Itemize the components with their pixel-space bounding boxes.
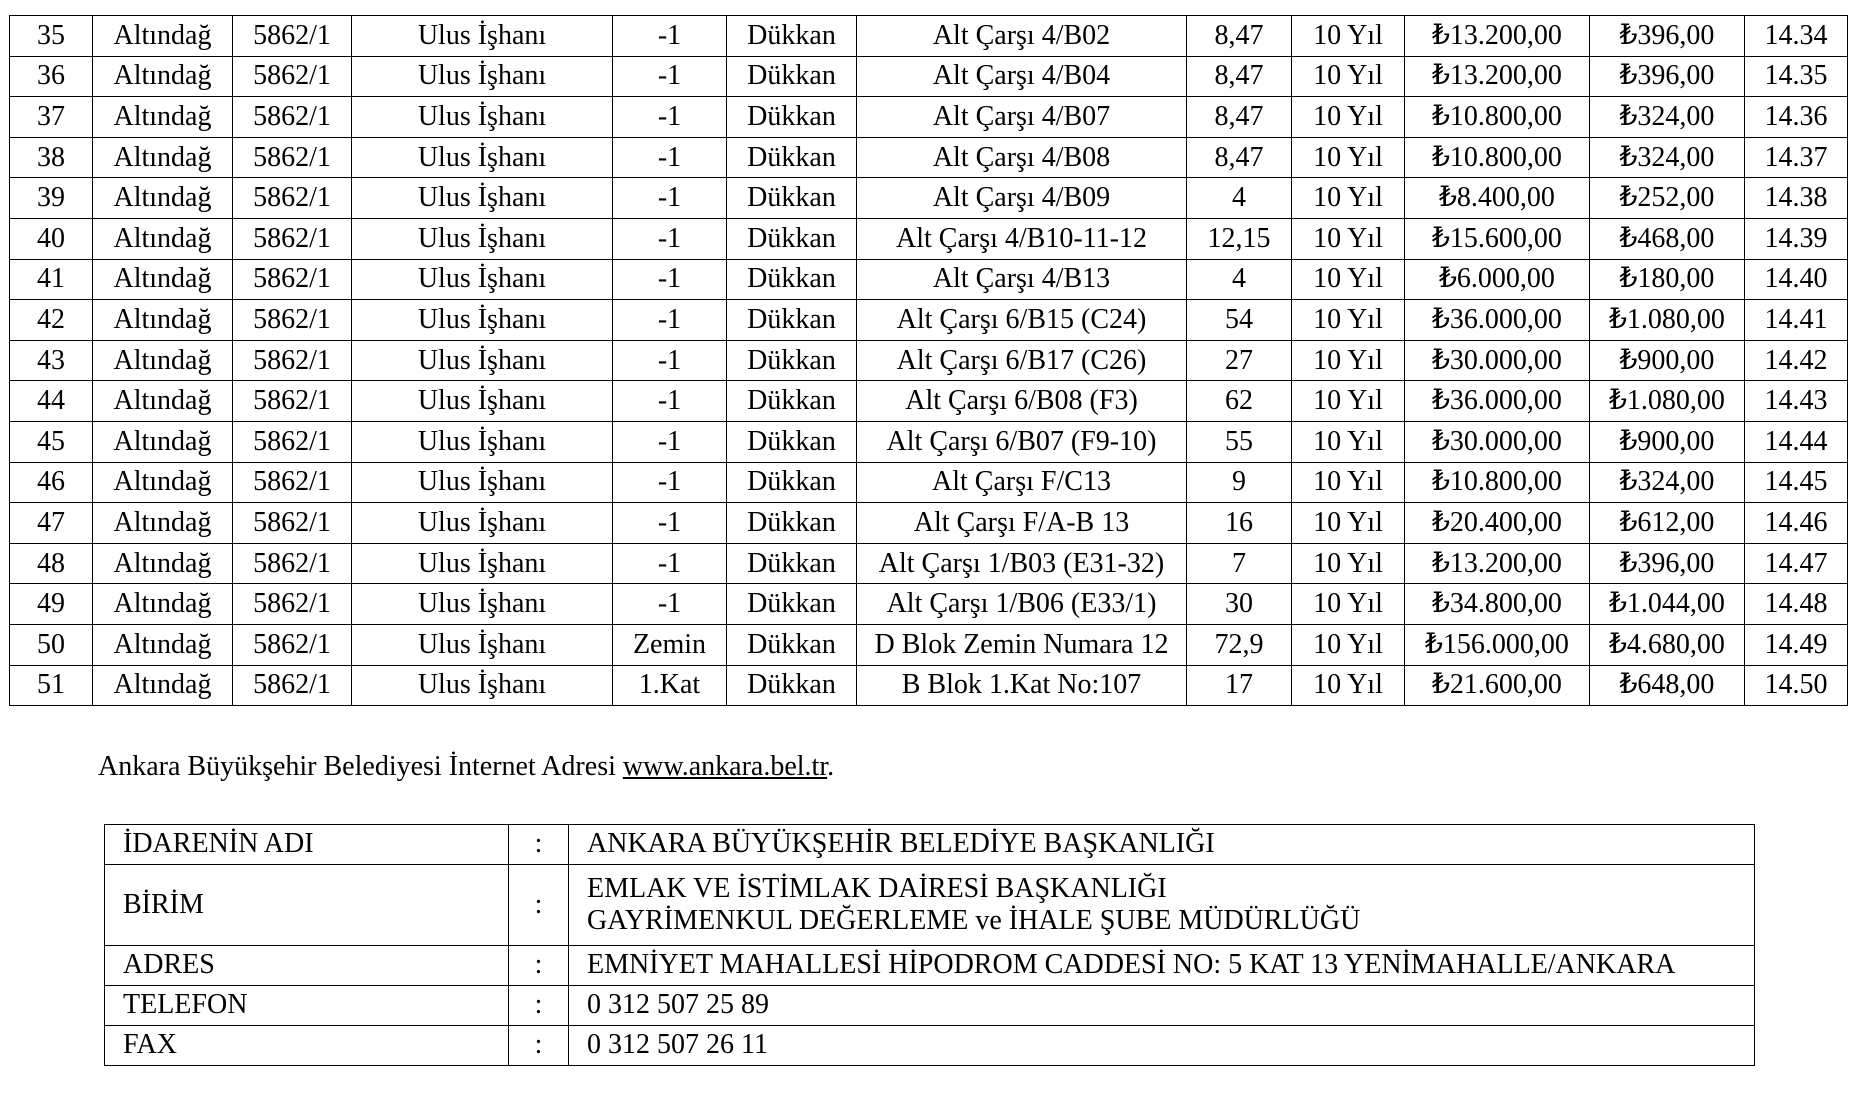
table-row <box>10 421 1848 462</box>
cell-bolum-adresi: Alt Çarşı 4/B13 <box>857 259 1187 300</box>
table-row <box>10 584 1848 625</box>
cell-cinsi: Dükkan <box>727 584 857 625</box>
cell-ihale-saati: 14.41 <box>1745 300 1848 341</box>
cell-ihale-saati: 14.36 <box>1745 97 1848 138</box>
cell-bolum-adresi: B Blok 1.Kat No:107 <box>857 665 1187 706</box>
cell-kira-suresi: 10 Yıl <box>1292 584 1405 625</box>
cell-yapi-adi: Ulus İşhanı <box>352 584 613 625</box>
cell-cinsi: Dükkan <box>727 300 857 341</box>
cell-cinsi: Dükkan <box>727 503 857 544</box>
cell-gecici-teminat: ₺396,00 <box>1590 16 1745 57</box>
cell-ada-parsel: 5862/1 <box>233 462 352 503</box>
cell-ada-parsel: 5862/1 <box>233 381 352 422</box>
cell-alan-m2: 62 <box>1187 381 1292 422</box>
cell-ada-parsel: 5862/1 <box>233 624 352 665</box>
cell-bolum-adresi: Alt Çarşı 6/B17 (C26) <box>857 340 1187 381</box>
cell-yapi-adi: Ulus İşhanı <box>352 259 613 300</box>
cell-ada-parsel: 5862/1 <box>233 16 352 57</box>
cell-bolum-adresi: Alt Çarşı F/A-B 13 <box>857 503 1187 544</box>
cell-yapi-adi: Ulus İşhanı <box>352 462 613 503</box>
cell-alan-m2: 16 <box>1187 503 1292 544</box>
contact-separator: : <box>509 1026 569 1066</box>
table-row <box>10 300 1848 341</box>
cell-bolum-adresi: Alt Çarşı 4/B04 <box>857 56 1187 97</box>
table-row <box>10 218 1848 259</box>
cell-ada-parsel: 5862/1 <box>233 665 352 706</box>
cell-kat: -1 <box>613 462 727 503</box>
cell-muhammen-bedel: ₺13.200,00 <box>1405 543 1590 584</box>
cell-sira-no: 51 <box>10 665 93 706</box>
cell-kat: -1 <box>613 178 727 219</box>
cell-alan-m2: 12,15 <box>1187 218 1292 259</box>
cell-kat: -1 <box>613 543 727 584</box>
cell-kira-suresi: 10 Yıl <box>1292 381 1405 422</box>
cell-cinsi: Dükkan <box>727 421 857 462</box>
cell-alan-m2: 7 <box>1187 543 1292 584</box>
cell-bolum-adresi: Alt Çarşı F/C13 <box>857 462 1187 503</box>
cell-alan-m2: 4 <box>1187 178 1292 219</box>
cell-kat: -1 <box>613 421 727 462</box>
cell-yapi-adi: Ulus İşhanı <box>352 56 613 97</box>
cell-ihale-saati: 14.35 <box>1745 56 1848 97</box>
table-row <box>10 665 1848 706</box>
cell-ihale-saati: 14.40 <box>1745 259 1848 300</box>
cell-sira-no: 50 <box>10 624 93 665</box>
cell-ilce: Altındağ <box>93 462 233 503</box>
cell-ada-parsel: 5862/1 <box>233 421 352 462</box>
cell-gecici-teminat: ₺396,00 <box>1590 56 1745 97</box>
cell-sira-no: 44 <box>10 381 93 422</box>
cell-sira-no: 43 <box>10 340 93 381</box>
table-row <box>10 340 1848 381</box>
cell-kira-suresi: 10 Yıl <box>1292 340 1405 381</box>
contact-value-line: EMLAK VE İSTİMLAK DAİRESİ BAŞKANLIĞI <box>587 872 1167 904</box>
cell-yapi-adi: Ulus İşhanı <box>352 665 613 706</box>
table-row <box>10 97 1848 138</box>
cell-sira-no: 49 <box>10 584 93 625</box>
cell-kat: -1 <box>613 16 727 57</box>
cell-ihale-saati: 14.37 <box>1745 137 1848 178</box>
cell-alan-m2: 8,47 <box>1187 97 1292 138</box>
contact-value <box>569 1026 1755 1066</box>
cell-kat: -1 <box>613 300 727 341</box>
cell-ada-parsel: 5862/1 <box>233 503 352 544</box>
cell-gecici-teminat: ₺324,00 <box>1590 137 1745 178</box>
cell-kat: -1 <box>613 137 727 178</box>
cell-ada-parsel: 5862/1 <box>233 56 352 97</box>
cell-ilce: Altındağ <box>93 381 233 422</box>
cell-bolum-adresi: Alt Çarşı 4/B08 <box>857 137 1187 178</box>
cell-ada-parsel: 5862/1 <box>233 97 352 138</box>
cell-ilce: Altındağ <box>93 259 233 300</box>
cell-kira-suresi: 10 Yıl <box>1292 300 1405 341</box>
table-row <box>10 462 1848 503</box>
cell-sira-no: 45 <box>10 421 93 462</box>
contact-value <box>569 865 1755 946</box>
table-row <box>10 16 1848 57</box>
cell-kira-suresi: 10 Yıl <box>1292 16 1405 57</box>
contact-label: TELEFON <box>105 986 509 1026</box>
cell-bolum-adresi: Alt Çarşı 4/B07 <box>857 97 1187 138</box>
contact-value <box>569 946 1755 986</box>
cell-ada-parsel: 5862/1 <box>233 137 352 178</box>
cell-cinsi: Dükkan <box>727 381 857 422</box>
cell-bolum-adresi: Alt Çarşı 1/B03 (E31-32) <box>857 543 1187 584</box>
listing-body <box>10 16 1848 706</box>
cell-ihale-saati: 14.50 <box>1745 665 1848 706</box>
cell-bolum-adresi: Alt Çarşı 6/B07 (F9-10) <box>857 421 1187 462</box>
cell-muhammen-bedel: ₺6.000,00 <box>1405 259 1590 300</box>
contact-separator: : <box>509 946 569 986</box>
website-prefix: Ankara Büyükşehir Belediyesi İnternet Adresi <box>98 751 623 782</box>
cell-kat: -1 <box>613 56 727 97</box>
cell-ilce: Altındağ <box>93 421 233 462</box>
cell-gecici-teminat: ₺324,00 <box>1590 97 1745 138</box>
cell-ilce: Altındağ <box>93 503 233 544</box>
cell-sira-no: 38 <box>10 137 93 178</box>
cell-kira-suresi: 10 Yıl <box>1292 218 1405 259</box>
cell-alan-m2: 72,9 <box>1187 624 1292 665</box>
cell-ihale-saati: 14.39 <box>1745 218 1848 259</box>
cell-ilce: Altındağ <box>93 137 233 178</box>
cell-sira-no: 35 <box>10 16 93 57</box>
cell-ada-parsel: 5862/1 <box>233 543 352 584</box>
contact-row <box>105 986 1755 1026</box>
table-row <box>10 259 1848 300</box>
table-row <box>10 137 1848 178</box>
cell-ada-parsel: 5862/1 <box>233 259 352 300</box>
cell-sira-no: 41 <box>10 259 93 300</box>
contact-value-line: GAYRİMENKUL DEĞERLEME ve İHALE ŞUBE MÜDÜRLÜĞÜ <box>587 905 1361 936</box>
cell-yapi-adi: Ulus İşhanı <box>352 300 613 341</box>
cell-cinsi: Dükkan <box>727 259 857 300</box>
cell-ilce: Altındağ <box>93 584 233 625</box>
cell-ilce: Altındağ <box>93 340 233 381</box>
cell-ihale-saati: 14.43 <box>1745 381 1848 422</box>
cell-sira-no: 40 <box>10 218 93 259</box>
cell-kat: Zemin <box>613 624 727 665</box>
cell-muhammen-bedel: ₺36.000,00 <box>1405 381 1590 422</box>
cell-gecici-teminat: ₺648,00 <box>1590 665 1745 706</box>
cell-muhammen-bedel: ₺10.800,00 <box>1405 137 1590 178</box>
contact-body <box>105 825 1755 1066</box>
contact-label: İDARENİN ADI <box>105 825 509 865</box>
cell-ihale-saati: 14.47 <box>1745 543 1848 584</box>
cell-ihale-saati: 14.42 <box>1745 340 1848 381</box>
cell-gecici-teminat: ₺252,00 <box>1590 178 1745 219</box>
table-row <box>10 503 1848 544</box>
cell-kat: -1 <box>613 340 727 381</box>
cell-gecici-teminat: ₺612,00 <box>1590 503 1745 544</box>
cell-kira-suresi: 10 Yıl <box>1292 462 1405 503</box>
cell-ihale-saati: 14.34 <box>1745 16 1848 57</box>
cell-yapi-adi: Ulus İşhanı <box>352 137 613 178</box>
table-row <box>10 178 1848 219</box>
website-link[interactable]: www.ankara.bel.tr <box>622 751 828 782</box>
contact-separator: : <box>509 865 569 946</box>
contact-value-line: 0 312 507 25 89 <box>587 989 769 1021</box>
cell-kat: -1 <box>613 97 727 138</box>
cell-gecici-teminat: ₺900,00 <box>1590 421 1745 462</box>
cell-kira-suresi: 10 Yıl <box>1292 543 1405 584</box>
cell-alan-m2: 8,47 <box>1187 137 1292 178</box>
cell-bolum-adresi: Alt Çarşı 4/B09 <box>857 178 1187 219</box>
cell-yapi-adi: Ulus İşhanı <box>352 340 613 381</box>
cell-kira-suresi: 10 Yıl <box>1292 665 1405 706</box>
cell-kira-suresi: 10 Yıl <box>1292 421 1405 462</box>
cell-ilce: Altındağ <box>93 97 233 138</box>
table-row <box>10 56 1848 97</box>
contact-value-line: 0 312 507 26 11 <box>587 1029 768 1061</box>
cell-alan-m2: 9 <box>1187 462 1292 503</box>
cell-ihale-saati: 14.48 <box>1745 584 1848 625</box>
cell-ihale-saati: 14.44 <box>1745 421 1848 462</box>
table-row <box>10 543 1848 584</box>
cell-sira-no: 46 <box>10 462 93 503</box>
cell-yapi-adi: Ulus İşhanı <box>352 218 613 259</box>
contact-row <box>105 825 1755 865</box>
cell-ilce: Altındağ <box>93 218 233 259</box>
cell-muhammen-bedel: ₺21.600,00 <box>1405 665 1590 706</box>
cell-ada-parsel: 5862/1 <box>233 300 352 341</box>
cell-kira-suresi: 10 Yıl <box>1292 503 1405 544</box>
cell-ilce: Altındağ <box>93 543 233 584</box>
cell-sira-no: 37 <box>10 97 93 138</box>
cell-cinsi: Dükkan <box>727 543 857 584</box>
contact-value-line: ANKARA BÜYÜKŞEHİR BELEDİYE BAŞKANLIĞI <box>587 828 1215 860</box>
cell-bolum-adresi: Alt Çarşı 1/B06 (E33/1) <box>857 584 1187 625</box>
cell-kat: -1 <box>613 503 727 544</box>
cell-ada-parsel: 5862/1 <box>233 340 352 381</box>
cell-cinsi: Dükkan <box>727 462 857 503</box>
cell-bolum-adresi: Alt Çarşı 4/B10-11-12 <box>857 218 1187 259</box>
cell-bolum-adresi: Alt Çarşı 4/B02 <box>857 16 1187 57</box>
cell-yapi-adi: Ulus İşhanı <box>352 178 613 219</box>
cell-muhammen-bedel: ₺156.000,00 <box>1405 624 1590 665</box>
contact-label: ADRES <box>105 946 509 986</box>
cell-alan-m2: 55 <box>1187 421 1292 462</box>
cell-ada-parsel: 5862/1 <box>233 584 352 625</box>
cell-muhammen-bedel: ₺30.000,00 <box>1405 340 1590 381</box>
cell-cinsi: Dükkan <box>727 137 857 178</box>
cell-kira-suresi: 10 Yıl <box>1292 56 1405 97</box>
cell-gecici-teminat: ₺396,00 <box>1590 543 1745 584</box>
cell-cinsi: Dükkan <box>727 178 857 219</box>
cell-alan-m2: 54 <box>1187 300 1292 341</box>
cell-alan-m2: 27 <box>1187 340 1292 381</box>
listing-table <box>9 15 1848 706</box>
contact-separator: : <box>509 825 569 865</box>
cell-ilce: Altındağ <box>93 300 233 341</box>
cell-muhammen-bedel: ₺13.200,00 <box>1405 56 1590 97</box>
cell-kira-suresi: 10 Yıl <box>1292 624 1405 665</box>
cell-ilce: Altındağ <box>93 624 233 665</box>
cell-ihale-saati: 14.38 <box>1745 178 1848 219</box>
cell-kat: -1 <box>613 259 727 300</box>
cell-muhammen-bedel: ₺34.800,00 <box>1405 584 1590 625</box>
cell-gecici-teminat: ₺900,00 <box>1590 340 1745 381</box>
cell-gecici-teminat: ₺1.080,00 <box>1590 300 1745 341</box>
cell-kat: -1 <box>613 584 727 625</box>
contact-table <box>104 824 1755 1066</box>
cell-ada-parsel: 5862/1 <box>233 178 352 219</box>
cell-alan-m2: 8,47 <box>1187 16 1292 57</box>
cell-cinsi: Dükkan <box>727 56 857 97</box>
contact-row <box>105 946 1755 986</box>
cell-ihale-saati: 14.46 <box>1745 503 1848 544</box>
cell-muhammen-bedel: ₺10.800,00 <box>1405 97 1590 138</box>
cell-sira-no: 48 <box>10 543 93 584</box>
cell-cinsi: Dükkan <box>727 97 857 138</box>
cell-bolum-adresi: Alt Çarşı 6/B08 (F3) <box>857 381 1187 422</box>
contact-separator: : <box>509 986 569 1026</box>
cell-ada-parsel: 5862/1 <box>233 218 352 259</box>
website-suffix: . <box>827 751 835 782</box>
cell-kira-suresi: 10 Yıl <box>1292 259 1405 300</box>
cell-muhammen-bedel: ₺8.400,00 <box>1405 178 1590 219</box>
cell-alan-m2: 17 <box>1187 665 1292 706</box>
cell-ihale-saati: 14.49 <box>1745 624 1848 665</box>
cell-sira-no: 36 <box>10 56 93 97</box>
cell-muhammen-bedel: ₺10.800,00 <box>1405 462 1590 503</box>
cell-yapi-adi: Ulus İşhanı <box>352 624 613 665</box>
cell-kira-suresi: 10 Yıl <box>1292 137 1405 178</box>
cell-gecici-teminat: ₺1.080,00 <box>1590 381 1745 422</box>
contact-value <box>569 825 1755 865</box>
cell-kat: -1 <box>613 218 727 259</box>
cell-muhammen-bedel: ₺36.000,00 <box>1405 300 1590 341</box>
cell-cinsi: Dükkan <box>727 665 857 706</box>
cell-yapi-adi: Ulus İşhanı <box>352 421 613 462</box>
cell-ilce: Altındağ <box>93 665 233 706</box>
cell-gecici-teminat: ₺468,00 <box>1590 218 1745 259</box>
cell-bolum-adresi: Alt Çarşı 6/B15 (C24) <box>857 300 1187 341</box>
cell-cinsi: Dükkan <box>727 16 857 57</box>
cell-yapi-adi: Ulus İşhanı <box>352 543 613 584</box>
cell-ilce: Altındağ <box>93 16 233 57</box>
contact-row <box>105 1026 1755 1066</box>
cell-ihale-saati: 14.45 <box>1745 462 1848 503</box>
cell-muhammen-bedel: ₺15.600,00 <box>1405 218 1590 259</box>
contact-label: BİRİM <box>105 865 509 946</box>
cell-kira-suresi: 10 Yıl <box>1292 97 1405 138</box>
cell-yapi-adi: Ulus İşhanı <box>352 97 613 138</box>
table-row <box>10 381 1848 422</box>
table-row <box>10 624 1848 665</box>
cell-muhammen-bedel: ₺20.400,00 <box>1405 503 1590 544</box>
cell-gecici-teminat: ₺324,00 <box>1590 462 1745 503</box>
cell-yapi-adi: Ulus İşhanı <box>352 503 613 544</box>
contact-row <box>105 865 1755 946</box>
cell-bolum-adresi: D Blok Zemin Numara 12 <box>857 624 1187 665</box>
cell-muhammen-bedel: ₺30.000,00 <box>1405 421 1590 462</box>
cell-cinsi: Dükkan <box>727 340 857 381</box>
contact-label: FAX <box>105 1026 509 1066</box>
cell-ilce: Altındağ <box>93 56 233 97</box>
cell-gecici-teminat: ₺4.680,00 <box>1590 624 1745 665</box>
website-line <box>98 751 834 783</box>
cell-alan-m2: 8,47 <box>1187 56 1292 97</box>
cell-yapi-adi: Ulus İşhanı <box>352 16 613 57</box>
cell-kira-suresi: 10 Yıl <box>1292 178 1405 219</box>
cell-sira-no: 47 <box>10 503 93 544</box>
cell-sira-no: 42 <box>10 300 93 341</box>
cell-muhammen-bedel: ₺13.200,00 <box>1405 16 1590 57</box>
cell-yapi-adi: Ulus İşhanı <box>352 381 613 422</box>
cell-sira-no: 39 <box>10 178 93 219</box>
cell-kat: 1.Kat <box>613 665 727 706</box>
cell-gecici-teminat: ₺180,00 <box>1590 259 1745 300</box>
cell-cinsi: Dükkan <box>727 218 857 259</box>
cell-cinsi: Dükkan <box>727 624 857 665</box>
cell-alan-m2: 30 <box>1187 584 1292 625</box>
contact-value-line: EMNİYET MAHALLESİ HİPODROM CADDESİ NO: 5 KAT 13 YENİMAHALLE/ANKARA <box>587 949 1676 981</box>
contact-value <box>569 986 1755 1026</box>
cell-ilce: Altındağ <box>93 178 233 219</box>
cell-gecici-teminat: ₺1.044,00 <box>1590 584 1745 625</box>
cell-kat: -1 <box>613 381 727 422</box>
cell-alan-m2: 4 <box>1187 259 1292 300</box>
